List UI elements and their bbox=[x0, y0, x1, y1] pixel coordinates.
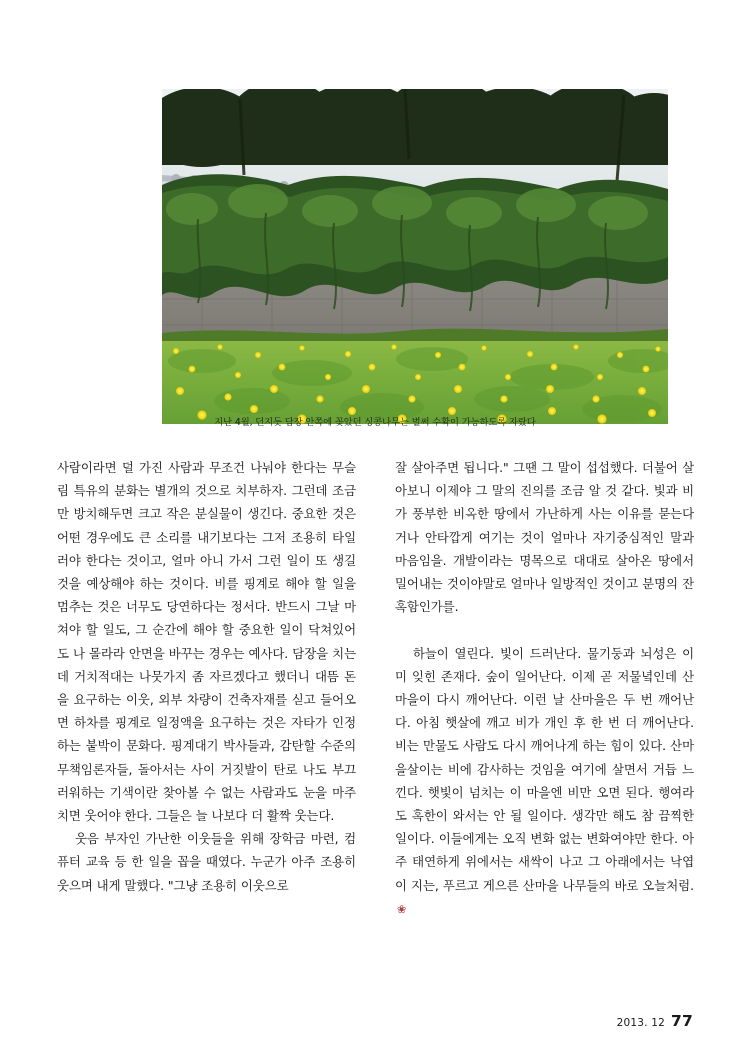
page-number: 77 bbox=[671, 1012, 693, 1030]
left-column bbox=[57, 456, 356, 966]
issue-date: 2013. 12 bbox=[616, 1017, 666, 1029]
end-mark-flower-icon: ❀ bbox=[397, 902, 407, 916]
paragraph: 사람이라면 덜 가진 사람과 무조건 나눠야 한다는 무슬림 특유의 분화는 별개의 것으로 치부하자. 그런데 조금만 방치해두면 크고 작은 분실물이 생긴다. 중요한 것은 어떤 경우에도 큰 소리를 내기보다는 그저 조용히 타일러야 한다는 것이고, 얼마 아니 가서 그런 일이 또 생길 것을 예상해야 하는 것이다. 비를 핑계로 해야 할 일을 멈추는 것은 너무도 당연하다는 정서다. 반드시 그날 마쳐야 할 일도, 그 순간에 해야 할 중요한 일이 닥쳐있어도 나 몰라라 안면을 바꾸는 경우는 예사다. 담장을 치는데 거치적대는 나뭇가지 좀 자르겠다고 했더니 대뜸 돈을 요구하는 이웃, 외부 차량이 건축자재를 싣고 들어오면 하차를 핑계로 일정액을 요구하는 것은 자타가 인정하는 붙박이 문화다. 핑계대기 박사들과, 감탄할 수준의 무책임론자들, 돌아서는 사이 거짓발이 탄로 나도 부끄러워하는 기색이란 찾아볼 수 없는 사람과도 눈을 마주치면 웃어야 한다. 그들은 늘 나보다 더 활짝 웃는다. bbox=[57, 460, 356, 824]
paragraph bbox=[395, 642, 694, 921]
article-body bbox=[57, 456, 694, 966]
paragraph: 잘 살아주면 됩니다." 그땐 그 말이 섭섭했다. 더불어 살아보니 이제야 그 말의 진의를 조금 알 것 같다. 빛과 비가 풍부한 비옥한 땅에서 가난하게 사는 이유를 묻는다거나 안타깝게 여기는 것이 얼마나 자기중심적인 말과 마음임을. 개발이라는 명목으로 대대로 살아온 땅에서 밀어내는 것이야말로 얼마나 일방적인 것이고 분명의 잔혹함인가를. bbox=[395, 460, 694, 615]
paragraph: 웃음 부자인 가난한 이웃들을 위해 장학금 마련, 컴퓨터 교육 등 한 일을 꼽을 때였다. 누군가 아주 조용히 웃으며 내게 말했다. "그냥 조용히 이웃으로 bbox=[57, 831, 356, 893]
photograph bbox=[162, 89, 668, 424]
page-footer bbox=[617, 1012, 693, 1030]
right-column bbox=[395, 456, 694, 966]
paragraph-text: 하늘이 열린다. 빛이 드러난다. 물기둥과 뇌성은 이미 잊힌 존재다. 숲이 일어난다. 이제 곧 저물녘인데 산마을이 다시 깨어난다. 이런 날 산마을은 두 번 깨어난다. 아침 햇살에 깨고 비가 개인 후 한 번 더 깨어난다. 비는 만물도 사람도 다시 깨어나게 하는 힘이 있다. 산마을살이는 비에 감사하는 것임을 여기에 살면서 거듭 느낀다. 햇빛이 넘치는 이 마을엔 비만 오면 된다. 행여라도 혹한이 와서는 안 될 일이다. 생각만 해도 참 끔찍한 일이다. 이들에게는 오직 변화 없는 변화여야만 한다. 아주 태연하게 위에서는 새싹이 나고 그 아래에서는 낙엽이 지는, 푸르고 게으른 산마을 나무들의 바로 오늘처럼. bbox=[395, 645, 694, 893]
photo-artwork bbox=[162, 89, 668, 424]
photo-caption: 지난 4월, 던지듯 담장 안쪽에 꽂았던 싱콩나무는 벌써 수확이 가능하도록 자랐다 bbox=[214, 417, 536, 428]
article-photo-figure bbox=[162, 89, 668, 424]
paragraph-gap bbox=[395, 618, 694, 641]
